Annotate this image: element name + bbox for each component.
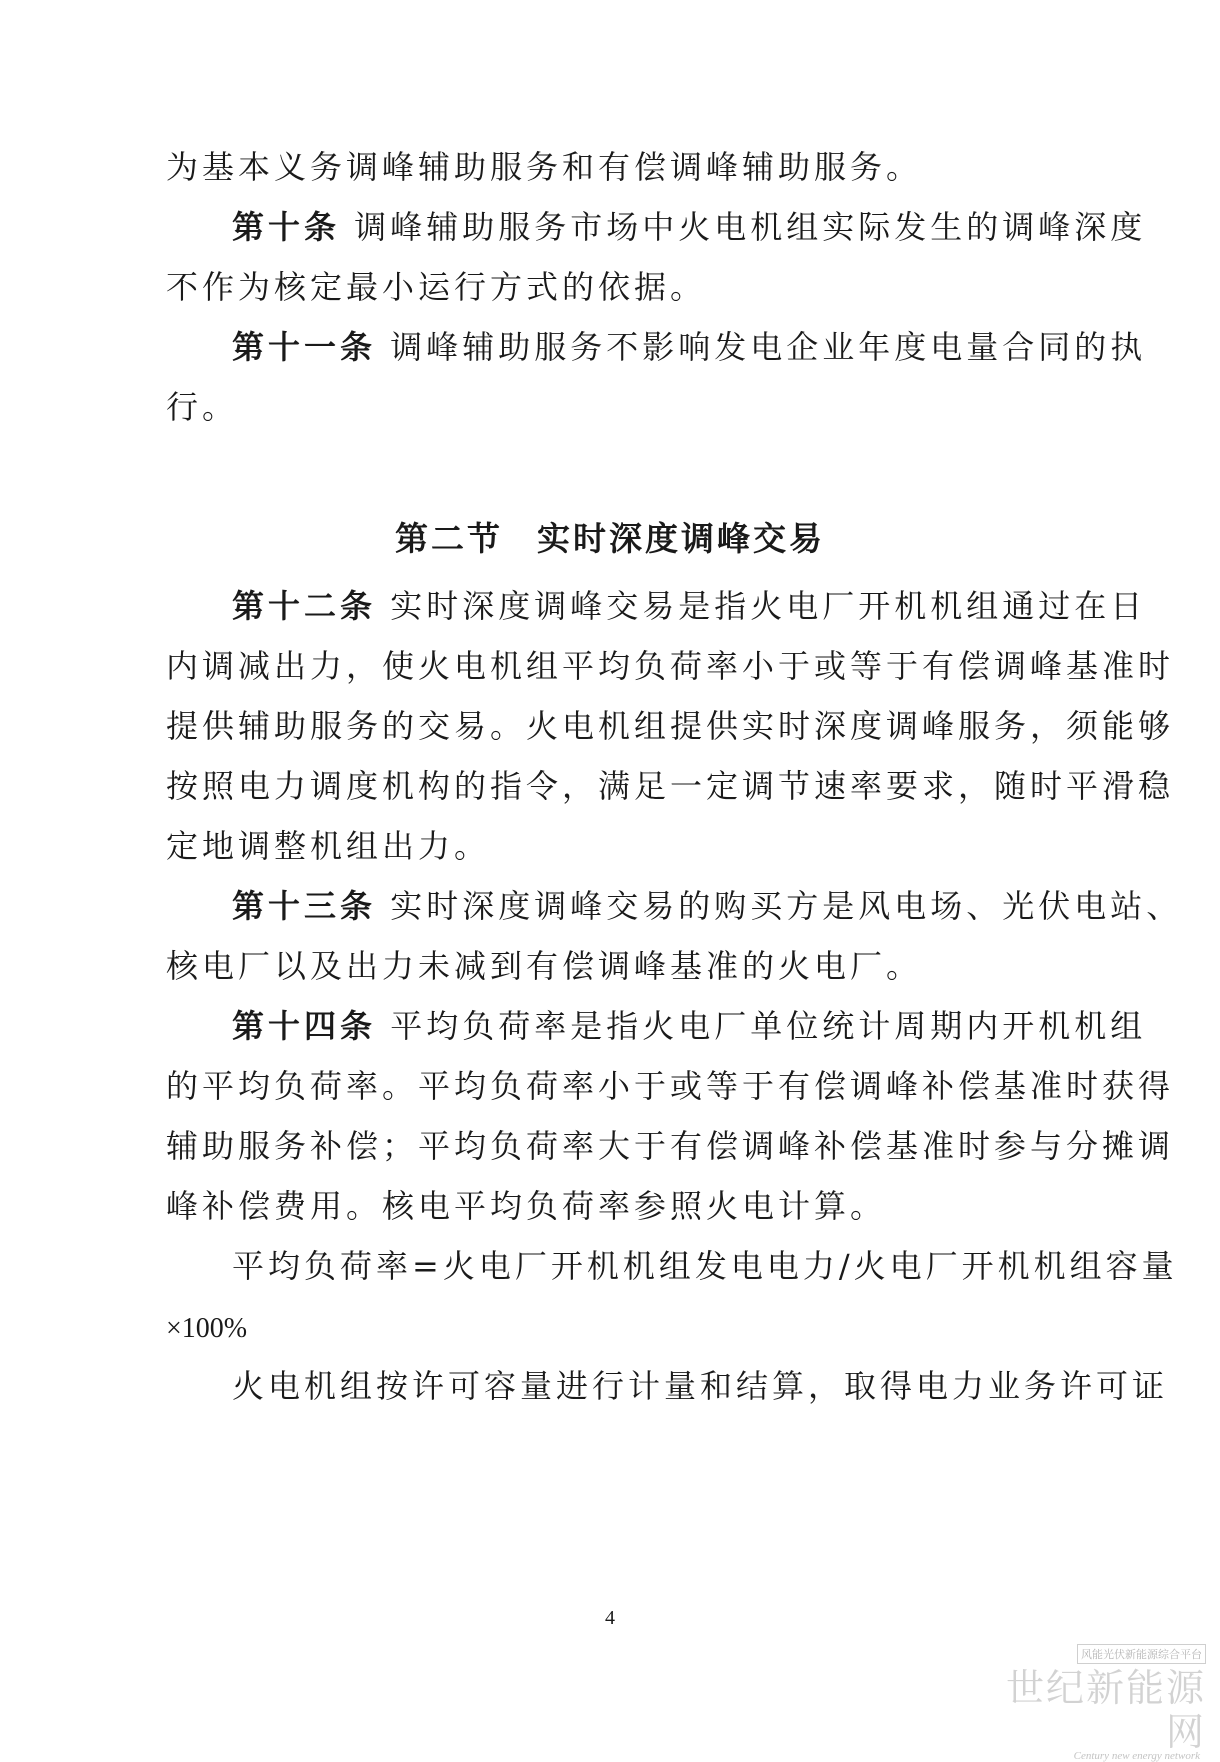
article-10-line-1: 第十条 调峰辅助服务市场中火电机组实际发生的调峰深度 bbox=[232, 208, 1147, 246]
formula-line-1: 平均负荷率=火电厂开机机组发电电力/火电厂开机机组容量 bbox=[232, 1247, 1178, 1285]
watermark-tagline: 风能光伏新能源综合平台 bbox=[1077, 1644, 1206, 1664]
article-heading: 第十三条 bbox=[232, 887, 377, 925]
article-12-line-4: 按照电力调度机构的指令，满足一定调节速率要求，随时平滑稳 bbox=[166, 767, 1175, 805]
article-13-line-2: 核电厂以及出力未减到有偿调峰基准的火电厂。 bbox=[166, 947, 923, 985]
watermark-logo: 世纪新能源网 bbox=[1005, 1666, 1206, 1754]
article-10-line-2: 不作为核定最小运行方式的依据。 bbox=[166, 268, 707, 306]
formula-line-2: ×100% bbox=[166, 1313, 248, 1344]
paragraph-line: 为基本义务调峰辅助服务和有偿调峰辅助服务。 bbox=[166, 148, 923, 186]
article-heading: 第十一条 bbox=[232, 328, 377, 366]
article-14-line-3: 辅助服务补偿；平均负荷率大于有偿调峰补偿基准时参与分摊调 bbox=[166, 1127, 1175, 1165]
article-11-line-1: 第十一条 调峰辅助服务不影响发电企业年度电量合同的执 bbox=[232, 328, 1147, 366]
page-number: 4 bbox=[605, 1607, 615, 1629]
article-13-line-1: 第十三条 实时深度调峰交易的购买方是风电场、光伏电站、 bbox=[232, 887, 1183, 925]
section-title: 第二节 实时深度调峰交易 bbox=[395, 519, 825, 558]
article-11-line-2: 行。 bbox=[166, 388, 239, 426]
article-12-line-3: 提供辅助服务的交易。火电机组提供实时深度调峰服务，须能够 bbox=[166, 707, 1175, 745]
site-watermark bbox=[978, 1643, 1206, 1762]
article-12-line-2: 内调减出力，使火电机组平均负荷率小于或等于有偿调峰基准时 bbox=[166, 647, 1175, 685]
article-heading: 第十四条 bbox=[232, 1007, 377, 1045]
article-heading: 第十条 bbox=[232, 208, 341, 246]
watermark-english: Century new energy network bbox=[1073, 1750, 1200, 1762]
article-14-line-4: 峰补偿费用。核电平均负荷率参照火电计算。 bbox=[166, 1187, 887, 1225]
article-heading: 第十二条 bbox=[232, 587, 377, 625]
article-12-line-5: 定地调整机组出力。 bbox=[166, 827, 491, 865]
article-14-line-1: 第十四条 平均负荷率是指火电厂单位统计周期内开机机组 bbox=[232, 1007, 1147, 1045]
paragraph-line-last: 火电机组按许可容量进行计量和结算，取得电力业务许可证 bbox=[232, 1367, 1169, 1405]
article-12-line-1: 第十二条 实时深度调峰交易是指火电厂开机机组通过在日 bbox=[232, 587, 1147, 625]
article-14-line-2: 的平均负荷率。平均负荷率小于或等于有偿调峰补偿基准时获得 bbox=[166, 1067, 1175, 1105]
